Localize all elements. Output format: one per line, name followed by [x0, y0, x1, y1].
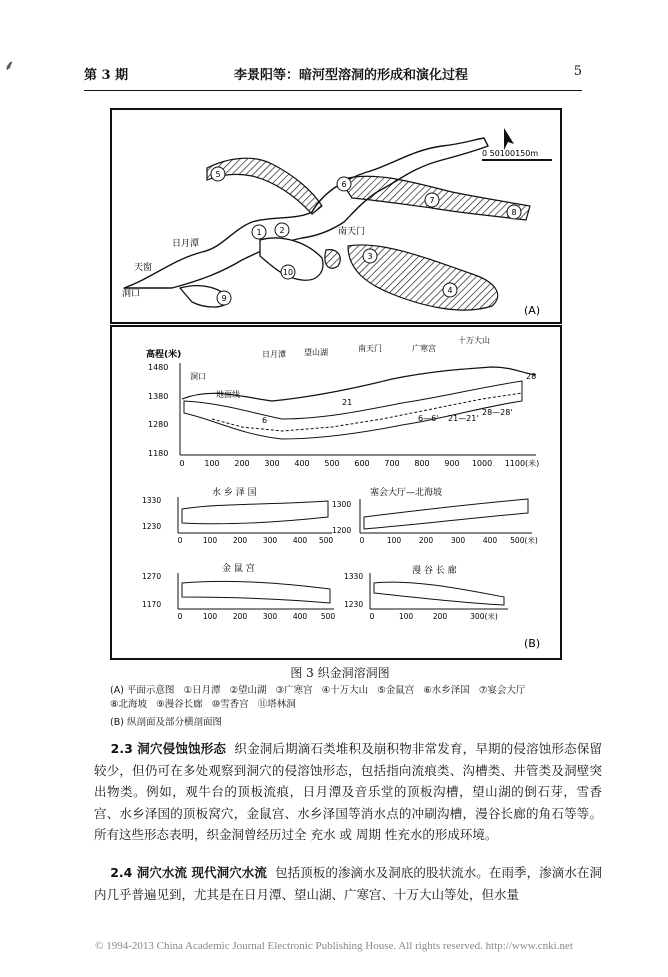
svg-text:900: 900	[444, 459, 460, 468]
header-rule	[84, 90, 582, 91]
legend-item: ④十万大山	[321, 685, 369, 696]
svg-text:0: 0	[359, 536, 365, 545]
legend-item: ⑦宴会大厅	[478, 685, 526, 696]
svg-text:高程(米): 高程(米)	[146, 350, 182, 360]
svg-text:0: 0	[177, 536, 183, 545]
svg-text:300: 300	[262, 536, 278, 545]
svg-text:1300: 1300	[332, 500, 352, 509]
svg-text:十万大山: 十万大山	[458, 336, 490, 345]
panel-b-label: (B)	[524, 637, 541, 650]
svg-text:1230: 1230	[142, 522, 162, 531]
svg-text:500: 500	[318, 536, 334, 545]
svg-text:200: 200	[232, 536, 248, 545]
svg-text:南天门: 南天门	[338, 227, 366, 237]
sub-profile-water-village	[142, 486, 333, 545]
svg-text:水 乡 泽 国: 水 乡 泽 国	[212, 488, 257, 498]
svg-text:300: 300	[262, 612, 278, 621]
issue-number: 第 3 期	[84, 68, 129, 83]
svg-text:洞口: 洞口	[122, 289, 141, 299]
svg-text:10: 10	[282, 268, 294, 277]
section-heading: 2.3 洞穴侵蚀蚀形态	[110, 741, 227, 756]
legend-item: ⑤金鼠宫	[377, 685, 415, 696]
svg-text:广寒宫: 广寒宫	[412, 344, 436, 353]
svg-text:700: 700	[384, 459, 400, 468]
legend-item: ⑥水乡泽国	[423, 685, 470, 696]
sub-profile-gold-mouse	[142, 562, 335, 621]
svg-text:1380: 1380	[148, 392, 169, 401]
svg-text:1: 1	[256, 228, 262, 237]
main-profile	[146, 335, 539, 468]
svg-text:地面线: 地面线	[216, 390, 240, 399]
svg-text:1230: 1230	[344, 600, 364, 609]
figure-caption: 图 3 织金洞溶洞图	[290, 666, 390, 680]
panel-a-label: (A)	[524, 304, 541, 317]
svg-text:望山湖: 望山湖	[304, 348, 328, 357]
svg-text:400: 400	[294, 459, 310, 468]
section-heading: 2.4 洞穴水流 现代洞穴水流	[110, 865, 267, 880]
legend-b: (B) 纵剖面及部分横剖面图	[110, 717, 222, 728]
svg-text:南天门: 南天门	[358, 344, 382, 353]
svg-text:2: 2	[279, 226, 285, 235]
svg-text:塞会大厅—北海坡: 塞会大厅—北海坡	[370, 488, 443, 498]
svg-text:1330: 1330	[344, 572, 364, 581]
svg-text:4: 4	[447, 286, 453, 295]
legend-item: ⑩雪香宫	[211, 699, 249, 710]
cave-profiles	[112, 327, 560, 658]
section-text: 包括顶板的渗滴水及洞底的股状流水。在雨季，渗滴水在洞内几乎普遍见到，尤其是在日月潭、望山湖、广寒宫、十万大山等处，但水量	[94, 865, 602, 902]
svg-text:100: 100	[202, 612, 218, 621]
svg-text:日月潭: 日月潭	[262, 350, 286, 359]
svg-text:21—21': 21—21'	[448, 414, 479, 423]
svg-text:8: 8	[511, 208, 517, 217]
svg-text:1000: 1000	[471, 459, 493, 468]
svg-text:6: 6	[341, 180, 347, 189]
margin-mark: ⸙	[4, 58, 15, 74]
svg-text:200: 200	[432, 612, 448, 621]
svg-text:漫 谷 长 廊: 漫 谷 长 廊	[412, 566, 457, 576]
svg-text:200: 200	[418, 536, 434, 545]
svg-text:400: 400	[482, 536, 498, 545]
svg-text:300: 300	[264, 459, 280, 468]
legend-item: ⑪塔林洞	[257, 699, 296, 710]
legend-item: ③广寒宫	[275, 685, 313, 696]
svg-text:洞口: 洞口	[190, 372, 206, 381]
svg-text:1170: 1170	[142, 600, 162, 609]
svg-text:0: 0	[369, 612, 375, 621]
legend-item: ①日月潭	[183, 685, 221, 696]
svg-text:200: 200	[232, 612, 248, 621]
svg-text:6: 6	[262, 416, 268, 425]
svg-text:5: 5	[215, 170, 221, 179]
svg-text:1480: 1480	[148, 363, 169, 372]
section-2-3	[94, 738, 602, 846]
svg-text:100: 100	[398, 612, 414, 621]
sub-profile-banquet-hall	[332, 486, 538, 545]
legend-item: ⑨漫谷长廊	[156, 699, 203, 710]
svg-text:1280: 1280	[148, 420, 169, 429]
svg-text:600: 600	[354, 459, 370, 468]
svg-text:100: 100	[386, 536, 402, 545]
figure-panel-a	[110, 108, 562, 324]
svg-text:日月潭: 日月潭	[172, 239, 200, 249]
sub-profile-valley-corridor	[344, 564, 508, 621]
legend-item: ②望山湖	[229, 685, 267, 696]
svg-text:28—28': 28—28'	[482, 408, 513, 417]
svg-text:1180: 1180	[148, 449, 169, 458]
legend-a	[110, 684, 588, 712]
copyright-footer: © 1994-2013 China Academic Journal Electronic Publishing House. All rights reserved. http://www.cnki.net	[95, 940, 573, 952]
passage-gold-mouse	[207, 158, 322, 214]
scale-label: 0 50100150m	[482, 149, 539, 158]
svg-text:300: 300	[450, 536, 466, 545]
svg-text:金 鼠 宫: 金 鼠 宫	[222, 564, 255, 574]
north-arrow-icon	[504, 128, 514, 150]
figure-panel-b	[110, 325, 562, 660]
svg-text:500: 500	[320, 612, 336, 621]
svg-text:800: 800	[414, 459, 430, 468]
svg-text:9: 9	[221, 294, 227, 303]
svg-text:100: 100	[204, 459, 220, 468]
svg-text:28: 28	[526, 372, 537, 381]
svg-text:1270: 1270	[142, 572, 162, 581]
section-text: 织金洞后期滴石类堆积及崩积物非常发育，早期的侵溶蚀形态保留较少，但仍可在多处观察到洞穴的侵溶蚀形态，包括指向流痕类、沟槽类、井管类及洞壁突出物类。例如，观牛台的顶板流痕，日月潭及音乐堂的顶板沟槽，望山湖的倒石芽，雪香宫、水乡泽国的顶板窝穴，金鼠宫、水乡泽国等消水点的冲刷沟槽，漫谷长廊的角石等等。所有这些形态表明，织金洞曾经历过全 充水 或 周期 性充水的形成环境。	[94, 741, 602, 842]
svg-text:7: 7	[429, 196, 435, 205]
svg-text:300(米): 300(米)	[470, 612, 498, 621]
svg-text:400: 400	[292, 612, 308, 621]
svg-text:0: 0	[177, 612, 183, 621]
svg-text:0: 0	[179, 459, 185, 468]
passage-nantianmen	[325, 250, 340, 269]
svg-text:3: 3	[367, 252, 373, 261]
svg-text:21: 21	[342, 398, 353, 407]
section-2-4	[94, 862, 602, 905]
running-header	[84, 64, 582, 86]
svg-text:100: 100	[202, 536, 218, 545]
svg-text:500(米): 500(米)	[510, 536, 538, 545]
legend-a-prefix: (A) 平面示意图	[110, 685, 175, 696]
svg-text:6—6': 6—6'	[418, 414, 439, 423]
svg-text:1200: 1200	[332, 526, 352, 535]
svg-text:400: 400	[292, 536, 308, 545]
svg-text:500: 500	[324, 459, 340, 468]
svg-text:1100(米): 1100(米)	[504, 459, 540, 468]
legend-item: ⑧北海坡	[110, 699, 148, 710]
svg-text:200: 200	[234, 459, 250, 468]
svg-text:天窗: 天窗	[134, 263, 153, 273]
svg-text:1330: 1330	[142, 496, 162, 505]
cave-plan-map	[112, 110, 560, 322]
running-title: 李景阳等：暗河型溶洞的形成和演化过程	[234, 68, 469, 83]
page-number: 5	[573, 64, 582, 79]
